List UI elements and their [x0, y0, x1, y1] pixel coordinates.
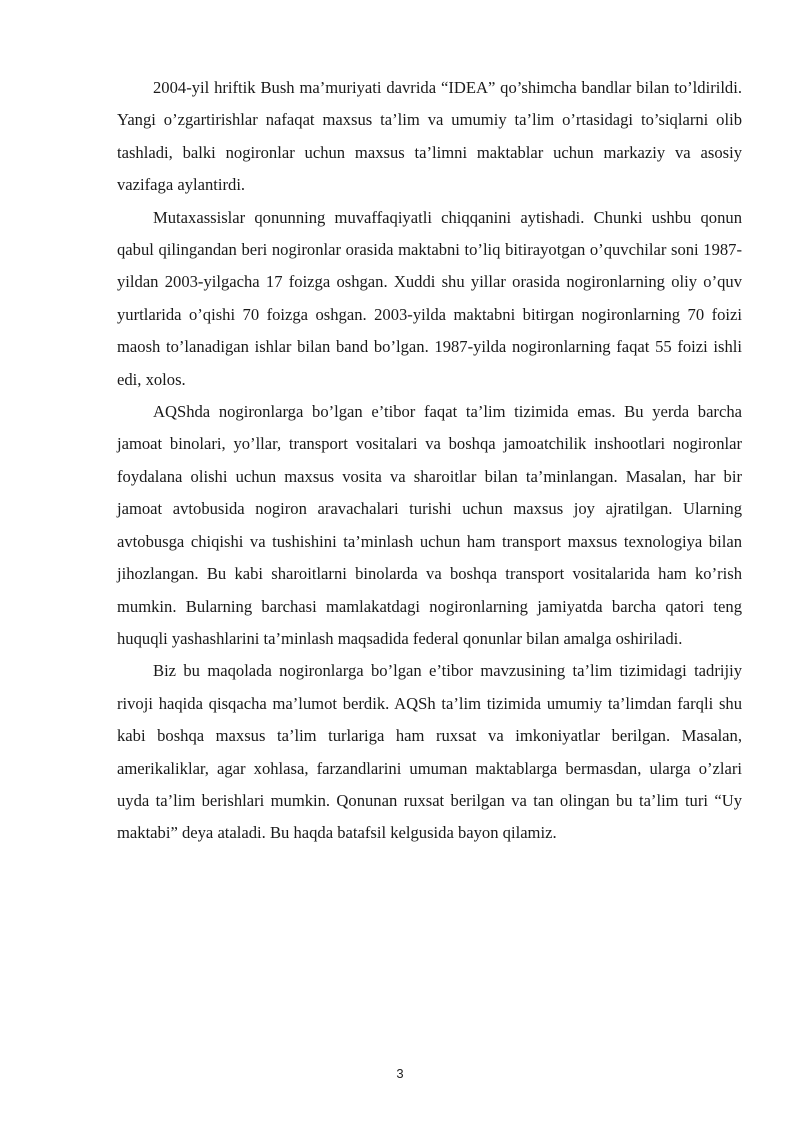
paragraph-idea-amendments: 2004-yil hriftik Bush ma’muriyati davrida “IDEA” qo’shimcha bandlar bilan to’ldirildi. Yangi o’zgartirishlar nafaqat maxsus ta’lim va umumiy ta’lim o’rtasidagi to’siqlarni olib tashladi, balki nogironlar uchun maxsus ta’limni maktablar uchun markaziy va asosiy vazifaga aylantirdi.: [117, 78, 742, 195]
document-body: [117, 72, 742, 850]
paragraph-conclusion: Biz bu maqolada nogironlarga bo’lgan e’tibor mavzusining ta’lim tizimidagi tadrijiy rivoji haqida qisqacha ma’lumot berdik. AQSh ta’lim tizimida umumiy ta’limdan farqli shu kabi boshqa maxsus ta’lim turlariga ham ruxsat va imkoniyatlar berilgan. Masalan, amerikaliklar, agar xohlasa, farzandlarini umuman maktablarga bermasdan, ularga o’zlari uyda ta’lim berishlari mumkin. Qonunan ruxsat berilgan va tan olingan bu ta’lim turi “Uy maktabi” deya ataladi. Bu haqda batafsil kelgusida bayon qilamiz.: [117, 661, 742, 843]
page-number: 3: [396, 1066, 404, 1081]
paragraph-law-success: Mutaxassislar qonunning muvaffaqiyatli chiqqanini aytishadi. Chunki ushbu qonun qabul qilingandan beri nogironlar orasida maktabni to’liq bitirayotgan o’quvchilar soni 1987-yildan 2003-yilgacha 17 foizga oshgan. Xuddi shu yillar orasida nogironlarning oliy o’quv yurtlarida o’qishi 70 foizga oshgan. 2003-yilda maktabni bitirgan nogironlarning 70 foizi maosh to’lanadigan ishlar bilan band bo’lgan. 1987-yilda nogironlarning faqat 55 foizi ishli edi, xolos.: [117, 207, 742, 389]
paragraph-public-accessibility: AQShda nogironlarga bo’lgan e’tibor faqat ta’lim tizimida emas. Bu yerda barcha jamoat binolari, yo’llar, transport vositalari va boshqa jamoatchilik inshootlari nogironlar foydalana olishi uchun maxsus vosita va sharoitlar bilan ta’minlangan. Masalan, har bir jamoat avtobusida nogiron aravachalari turishi uchun maxsus joy ajratilgan. Ularning avtobusga chiqishi va tushishini ta’minlash uchun ham transport maxsus texnologiya bilan jihozlangan. Bu kabi sharoitlarni binolarda va boshqa transport vositalarida ham ko’rish mumkin. Bularning barchasi mamlakatdagi nogironlarning jamiyatda barcha qatori teng huquqli yashashlarini ta’minlash maqsadida federal qonunlar bilan amalga oshiriladi.: [117, 402, 742, 648]
